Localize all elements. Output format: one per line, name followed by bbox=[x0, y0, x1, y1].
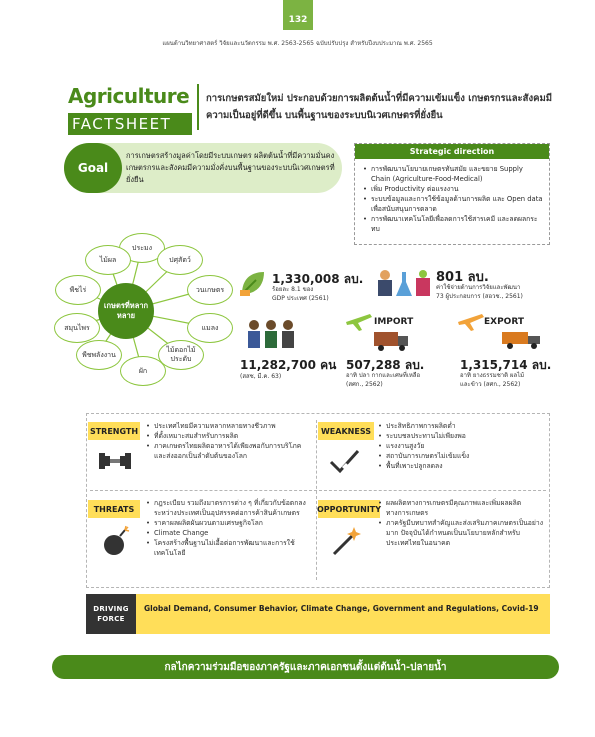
dumbbell-icon bbox=[97, 447, 133, 475]
list-item: • ภาครัฐมีบทบาทสำคัญและส่งเสริมภาคเกษตรเป็นอย่างมาก ปัจจุบันได้กำหนดเป็นนโยบายหลักสำหรับประเทศไทยในอนาคต bbox=[378, 518, 544, 548]
swot-divider-vertical bbox=[316, 420, 317, 580]
title-divider bbox=[197, 84, 199, 130]
list-item: • ประเทศไทยมีความหลากหลายทางชีวภาพ bbox=[146, 421, 312, 431]
list-item: • โครงสร้างพื้นฐานไม่เอื้อต่อการพัฒนาและการใช้เทคโนโลยี bbox=[146, 538, 312, 558]
wheel-item-ornamental: ไม้ดอกไม้ประดับ bbox=[158, 340, 204, 370]
weakness-list bbox=[378, 421, 544, 471]
threats-list bbox=[146, 498, 312, 558]
airplane-icon bbox=[456, 310, 486, 332]
leaf-icon bbox=[238, 268, 268, 298]
strength-label: STRENGTH bbox=[88, 422, 140, 440]
strategic-direction-box bbox=[354, 143, 550, 245]
wheel-item-fruit: ไม้ผล bbox=[85, 245, 131, 275]
bomb-icon bbox=[100, 524, 132, 558]
strategic-list bbox=[355, 159, 549, 234]
broken-check-icon bbox=[328, 446, 362, 476]
wheel-item-herb: สมุนไพร bbox=[54, 313, 100, 343]
footer-bar: กลไกความร่วมมือของภาครัฐและภาคเอกชนตั้งแต่ต้นน้ำ-ปลายน้ำ bbox=[52, 655, 559, 679]
list-item: • ระบบข้อมูลและการใช้ข้อมูลด้านการผลิต และ Open data เพื่อสนับสนุนการตลาด bbox=[363, 194, 543, 214]
strategic-heading: Strategic direction bbox=[355, 144, 549, 159]
gdp-note-1: ร้อยละ 8.1 ของ bbox=[272, 286, 314, 293]
airplane-icon bbox=[344, 310, 374, 332]
lab-icon bbox=[376, 266, 434, 300]
title-sub: FACTSHEET bbox=[68, 113, 192, 135]
list-item: • ที่ตั้งเหมาะสมสำหรับการผลิต bbox=[146, 431, 312, 441]
import-tag: IMPORT bbox=[374, 317, 414, 327]
strength-list bbox=[146, 421, 312, 461]
gdp-note-2: GDP ประเทศ (2561) bbox=[272, 295, 329, 302]
goal-pill bbox=[64, 143, 342, 193]
list-item: • แรงงานสูงวัย bbox=[378, 441, 544, 451]
import-note-2: (สศก., 2562) bbox=[346, 381, 383, 388]
driving-force-label bbox=[86, 594, 136, 634]
export-value: 1,315,714 ลบ. bbox=[460, 358, 552, 372]
driving-force-bar bbox=[86, 594, 550, 634]
labor-note: (สสช, มี.ค. 63) bbox=[240, 373, 282, 380]
wheel-item-insects: แมลง bbox=[187, 313, 233, 343]
wand-icon bbox=[330, 524, 364, 558]
workers-icon bbox=[244, 318, 298, 350]
title-block bbox=[68, 82, 192, 135]
gdp-value: 1,330,008 ลบ. bbox=[272, 272, 364, 286]
list-item: • ราคาผลผลิตผันผวนตามเศรษฐกิจโลก bbox=[146, 518, 312, 528]
threats-label: THREATS bbox=[88, 500, 140, 518]
goal-text: การเกษตรสร้างมูลค่าโดยมีระบบเกษตร ผลิตต้นน้ำที่มีความมั่นคง เกษตรกรและสังคมมีความมั่งคั่งบนพื้นฐานของระบบนิเวศเกษตรที่ยั่งยืน bbox=[126, 151, 335, 184]
list-item: • ผลผลิตทางการเกษตรมีคุณภาพและเพิ่มผลผลิตทางการเกษตร bbox=[378, 498, 544, 518]
goal-badge: Goal bbox=[64, 143, 122, 193]
wheel-item-vegetable: ผัก bbox=[120, 356, 166, 386]
list-item: • การพัฒนานโยบายเกษตรทันสมัย และขยาย Supply Chain (Agriculture-Food-Medical) bbox=[363, 164, 543, 184]
swot-divider-horizontal bbox=[90, 490, 546, 491]
list-item: • กฎระเบียบ รวมถึงมาตรการต่าง ๆ ที่เกี่ยวกับข้อตกลงระหว่างประเทศเป็นอุปสรรคต่อการค้าสินค้าเกษตร bbox=[146, 498, 312, 518]
truck-icon bbox=[500, 328, 546, 352]
wheel-item-energy-crop: พืชพลังงาน bbox=[76, 340, 122, 370]
list-item: • ภาคเกษตรไทยผลิตอาหารได้เพียงพอกับการบริโภคและส่งออกเป็นลำดับต้นของโลก bbox=[146, 441, 312, 461]
running-header: แผนด้านวิทยาศาสตร์ วิจัยและนวัตกรรม พ.ศ. 2563-2565 ฉบับปรับปรุง สำหรับปีงบประมาณ พ.ศ. 2565 bbox=[162, 40, 433, 47]
driving-label-2: FORCE bbox=[97, 615, 125, 623]
import-value: 507,288 ลบ. bbox=[346, 358, 425, 372]
list-item: • ระบบชลประทานไม่เพียงพอ bbox=[378, 431, 544, 441]
wheel-item-livestock: ปศุสัตว์ bbox=[157, 245, 203, 275]
driving-label-1: DRIVING bbox=[93, 605, 129, 613]
weakness-label: WEAKNESS bbox=[318, 422, 374, 440]
truck-icon bbox=[372, 328, 412, 354]
wheel-item-field-crop: พืชไร่ bbox=[55, 275, 101, 305]
import-note-1: อาทิ ปลา กากและเศษที่เหลือ bbox=[346, 372, 421, 379]
list-item: • Climate Change bbox=[146, 528, 312, 538]
wheel-item-fishery: ประมง bbox=[119, 233, 165, 263]
labor-value: 11,282,700 คน bbox=[240, 358, 337, 372]
list-item: • เพิ่ม Productivity ต่อแรงงาน bbox=[363, 184, 543, 194]
list-item: • พื้นที่เพาะปลูกลดลง bbox=[378, 461, 544, 471]
wheel-item-agroforestry: วนเกษตร bbox=[187, 275, 233, 305]
export-note-1: อาทิ ยางธรรมชาติ ผลไม้ bbox=[460, 372, 525, 379]
page-number: 132 bbox=[288, 15, 308, 25]
rnd-note-2: 73 ผู้ประกอบการ (สอวช., 2561) bbox=[436, 293, 523, 300]
opportunity-list bbox=[378, 498, 544, 548]
headline: การเกษตรสมัยใหม่ ประกอบด้วยการผลิตต้นน้ำที่มีความเข้มแข็ง เกษตรกรและสังคมมีความเป็นอยู่ที่ดีขึ้น บนพื้นฐานของระบบนิเวศเกษตรที่ยั่งยืน bbox=[206, 93, 552, 121]
driving-force-text: Global Demand, Consumer Behavior, Climate Change, Government and Regulations, Covid-19 bbox=[144, 604, 539, 613]
export-note-2: และข้าว (สศก., 2562) bbox=[460, 381, 521, 388]
export-tag: EXPORT bbox=[484, 317, 524, 327]
rnd-note-1: ค่าใช้จ่ายด้านการวิจัยและพัฒนา bbox=[436, 284, 521, 291]
list-item: • ประสิทธิภาพการผลิตต่ำ bbox=[378, 421, 544, 431]
title-main: Agriculture bbox=[68, 84, 190, 108]
page-number-tab bbox=[283, 0, 313, 30]
list-item: • สถาบันการเกษตรไม่เข้มแข็ง bbox=[378, 451, 544, 461]
list-item: • การพัฒนาเทคโนโลยีเพื่อลดการใช้สารเคมี และลดผลกระทบ bbox=[363, 214, 543, 234]
rnd-value: 801 ลบ. bbox=[436, 270, 489, 285]
opportunity-label: OPPORTUNITY bbox=[318, 500, 380, 518]
wheel-hub: เกษตรที่หลากหลาย bbox=[98, 283, 154, 339]
